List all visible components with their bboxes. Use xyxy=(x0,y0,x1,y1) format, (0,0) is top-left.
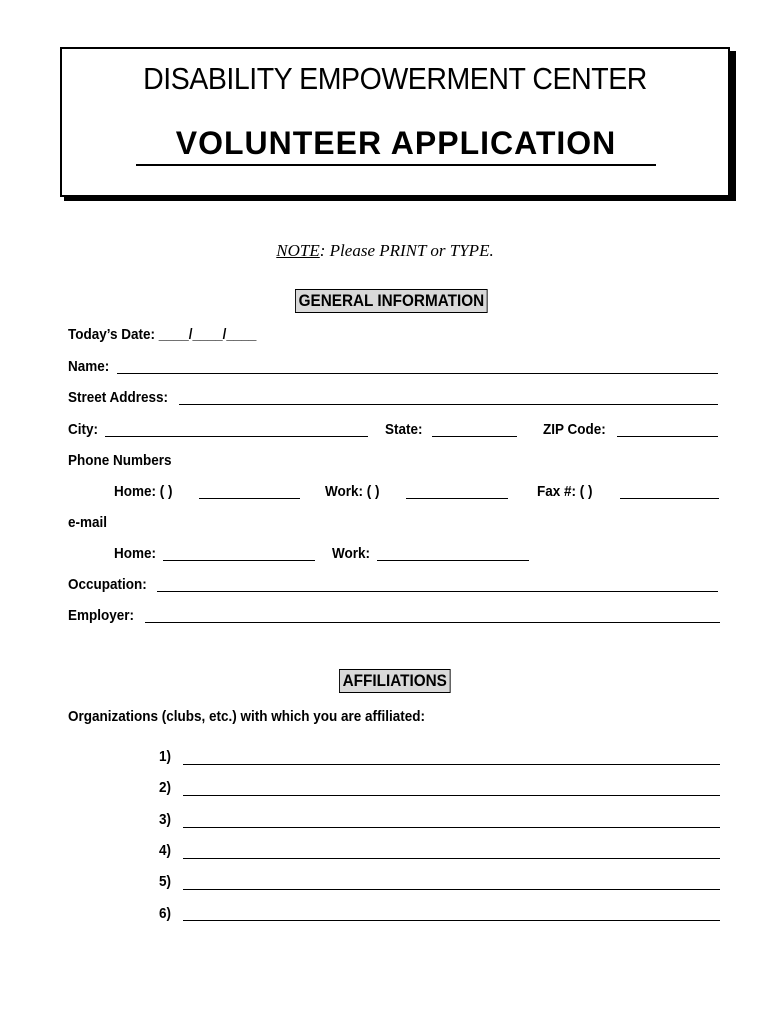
affiliation-number: 4) xyxy=(159,842,172,859)
email-work-field[interactable] xyxy=(377,560,529,561)
zip-label: ZIP Code: xyxy=(543,421,606,438)
affiliation-field[interactable] xyxy=(183,920,720,921)
print-note xyxy=(0,241,770,261)
affiliation-field[interactable] xyxy=(183,858,720,859)
affiliation-number: 1) xyxy=(159,748,172,765)
phone-numbers-label: Phone Numbers xyxy=(68,452,172,469)
city-label: City: xyxy=(68,421,99,438)
city-field[interactable] xyxy=(105,436,368,437)
affiliation-field[interactable] xyxy=(183,889,720,890)
email-home-label: Home: xyxy=(114,545,157,562)
note-prefix: NOTE xyxy=(276,241,320,260)
form-title: VOLUNTEER APPLICATION xyxy=(136,125,656,166)
phone-work-field[interactable] xyxy=(406,498,508,499)
zip-field[interactable] xyxy=(617,436,718,437)
affiliation-number: 2) xyxy=(159,779,172,796)
fax-label: Fax #: ( ) xyxy=(537,483,593,500)
occupation-field[interactable] xyxy=(157,591,718,592)
note-text: : Please PRINT or TYPE. xyxy=(319,241,494,260)
state-label: State: xyxy=(385,421,423,438)
affiliations-heading: AFFILIATIONS xyxy=(339,669,450,693)
affiliations-prompt: Organizations (clubs, etc.) with which you are affiliated: xyxy=(68,708,426,725)
email-work-label: Work: xyxy=(332,545,371,562)
general-information-heading: GENERAL INFORMATION xyxy=(295,289,488,313)
email-home-field[interactable] xyxy=(163,560,315,561)
email-label: e-mail xyxy=(68,514,108,531)
fax-field[interactable] xyxy=(620,498,719,499)
organization-name: DISABILITY EMPOWERMENT CENTER xyxy=(143,61,647,96)
street-address-label: Street Address: xyxy=(68,389,169,406)
occupation-label: Occupation: xyxy=(68,576,147,593)
phone-home-field[interactable] xyxy=(199,498,300,499)
affiliation-field[interactable] xyxy=(183,827,720,828)
name-label: Name: xyxy=(68,358,110,375)
affiliation-number: 6) xyxy=(159,905,172,922)
affiliation-number: 5) xyxy=(159,873,172,890)
employer-field[interactable] xyxy=(145,622,720,623)
affiliation-field[interactable] xyxy=(183,764,720,765)
name-field[interactable] xyxy=(117,373,718,374)
todays-date-label[interactable]: Today’s Date: ____/____/____ xyxy=(68,326,257,343)
affiliation-number: 3) xyxy=(159,811,172,828)
affiliation-field[interactable] xyxy=(183,795,720,796)
phone-work-label: Work: ( ) xyxy=(325,483,380,500)
street-address-field[interactable] xyxy=(179,404,718,405)
phone-home-label: Home: ( ) xyxy=(114,483,173,500)
employer-label: Employer: xyxy=(68,607,135,624)
header-box xyxy=(60,47,730,197)
state-field[interactable] xyxy=(432,436,517,437)
